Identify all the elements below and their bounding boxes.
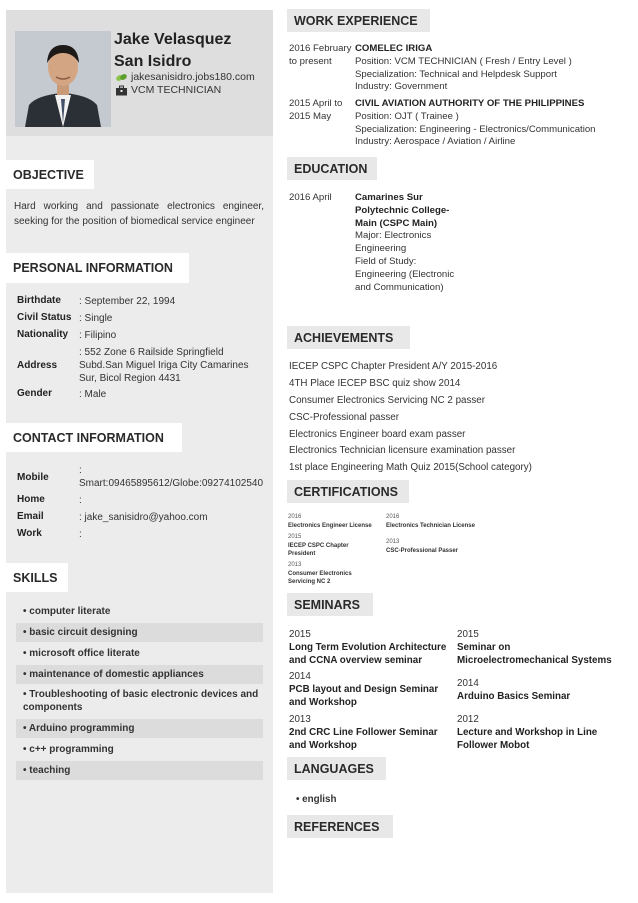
- languages-title: LANGUAGES: [287, 757, 386, 780]
- work-phone-value: :: [79, 529, 82, 540]
- seminar-item: [289, 713, 449, 752]
- skill-item: • basic circuit designing: [16, 623, 263, 642]
- work-date: 2016 February to present: [289, 43, 352, 67]
- skills-title: SKILLS: [6, 563, 68, 592]
- education-school: Camarines Sur Polytechnic College- Main (CSPC Main): [355, 192, 450, 229]
- name-line-1: Jake Velasquez: [114, 31, 232, 48]
- education-body: [355, 192, 455, 294]
- work-position: Position: OJT ( Trainee ): [355, 110, 459, 122]
- skill-item: • microsoft office literate: [23, 648, 140, 659]
- mobile-row: [17, 463, 264, 491]
- certification-item: [288, 513, 383, 530]
- seminar-item: [289, 670, 449, 709]
- certification-item: [386, 538, 486, 555]
- seminar-item: [457, 713, 622, 752]
- seminar-name: Arduino Basics Seminar: [457, 691, 571, 702]
- achievement-item: Electronics Engineer board exam passer: [289, 429, 466, 440]
- address-row: [17, 345, 254, 385]
- seminar-item: [289, 628, 449, 667]
- home-label: Home: [17, 494, 45, 505]
- achievement-item: 1st place Engineering Math Quiz 2015(School category): [289, 462, 532, 473]
- certification-item: [288, 561, 360, 587]
- job-title: VCM TECHNICIAN: [131, 84, 222, 96]
- email-value[interactable]: : jake_sanisidro@yahoo.com: [79, 512, 208, 523]
- objective-title: OBJECTIVE: [6, 160, 94, 189]
- profile-photo: [15, 31, 111, 127]
- mobile-label: Mobile: [17, 471, 49, 483]
- seminar-year: 2014: [457, 678, 479, 689]
- achievement-item: IECEP CSPC Chapter President A/Y 2015-2016: [289, 361, 498, 372]
- nationality-row: [17, 329, 259, 342]
- birthdate-label: Birthdate: [17, 295, 61, 306]
- work-entry: [289, 98, 605, 149]
- civil-status-label: Civil Status: [17, 312, 72, 323]
- address-value: : 552 Zone 6 Railside Springfield Subd.San Miguel Iriga City Camarines Sur, Bicol Region 4431: [79, 346, 249, 384]
- skill-item: • Arduino programming: [16, 719, 263, 738]
- home-value: :: [79, 495, 82, 506]
- skill-item: • maintenance of domestic appliances: [16, 665, 263, 684]
- work-specialization: Specialization: Technical and Helpdesk Support: [355, 68, 557, 80]
- gender-label: Gender: [17, 388, 53, 399]
- seminar-year: 2015: [457, 629, 479, 640]
- certification-name: Electronics Engineer License: [288, 522, 372, 529]
- achievements-title: ACHIEVEMENTS: [287, 326, 410, 349]
- certifications-title: CERTIFICATIONS: [287, 480, 409, 503]
- achievement-item: Electronics Technician licensure examination passer: [289, 445, 516, 456]
- work-org: CIVIL AVIATION AUTHORITY OF THE PHILIPPINES: [355, 98, 585, 109]
- website-link[interactable]: jakesanisidro.jobs180.com: [131, 71, 255, 83]
- seminars-title: SEMINARS: [287, 593, 373, 616]
- certification-year: 2015: [288, 534, 302, 540]
- certification-year: 2013: [386, 539, 400, 545]
- email-label: Email: [17, 511, 44, 522]
- education-title: EDUCATION: [287, 157, 377, 180]
- seminar-name: 2nd CRC Line Follower Seminar and Workshop: [289, 727, 438, 751]
- nationality-value: : Filipino: [79, 330, 117, 341]
- email-row: [17, 511, 259, 524]
- seminar-item: [457, 628, 622, 667]
- work-experience-title: WORK EXPERIENCE: [287, 9, 430, 32]
- candidate-name: [114, 29, 264, 73]
- work-position: Position: VCM TECHNICIAN ( Fresh / Entry Level ): [355, 55, 572, 67]
- objective-text: Hard working and passionate electronics engineer, seeking for the position of biomedical service engineer: [14, 201, 264, 227]
- gender-value: : Male: [79, 389, 107, 400]
- achievement-item: CSC-Professional passer: [289, 412, 399, 423]
- certification-year: 2016: [288, 514, 302, 520]
- certification-year: 2016: [386, 514, 400, 520]
- achievement-item: Consumer Electronics Servicing NC 2 passer: [289, 395, 486, 406]
- references-title: REFERENCES: [287, 815, 393, 838]
- home-row: [17, 494, 259, 507]
- personal-info-title: PERSONAL INFORMATION: [6, 253, 189, 283]
- work-body: [355, 43, 605, 94]
- mobile-value: : Smart:09465895612/Globe:09274102540: [79, 465, 264, 489]
- seminar-year: 2014: [289, 671, 311, 682]
- nationality-label: Nationality: [17, 329, 69, 340]
- work-industry: Industry: Government: [355, 81, 448, 93]
- seminar-item: [457, 677, 622, 703]
- job-line: [115, 84, 221, 96]
- seminar-year: 2012: [457, 714, 479, 725]
- seminar-name: Long Term Evolution Architecture and CCNA overview seminar: [289, 642, 447, 666]
- work-specialization: Specialization: Engineering - Electronics/Communication: [355, 123, 596, 135]
- education-entry: [289, 192, 455, 294]
- seminar-year: 2015: [289, 629, 311, 640]
- certification-name: CSC-Professional Passer: [386, 547, 459, 554]
- address-label: Address: [17, 359, 58, 371]
- seminar-name: Lecture and Workshop in Line Follower Mobot: [457, 727, 598, 751]
- civil-status-value: : Single: [79, 313, 113, 324]
- education-date: 2016 April: [289, 192, 332, 203]
- certification-name: Consumer Electronics Servicing NC 2: [288, 570, 352, 585]
- work-entry: [289, 43, 605, 94]
- seminar-year: 2013: [289, 714, 311, 725]
- work-industry: Industry: Aerospace / Aviation / Airline: [355, 136, 516, 148]
- birthdate-value: : September 22, 1994: [79, 296, 176, 307]
- civil-status-row: [17, 312, 259, 325]
- skill-item: • teaching: [16, 761, 263, 780]
- seminar-name: PCB layout and Design Seminar and Workshop: [289, 684, 439, 708]
- seminar-name: Seminar on Microelectromechanical Systems: [457, 642, 612, 666]
- birthdate-row: [17, 295, 259, 308]
- skill-item: • c++ programming: [23, 744, 114, 755]
- website-line[interactable]: [115, 71, 255, 83]
- work-org: COMELEC IRIGA: [355, 43, 433, 54]
- gender-row: [17, 388, 259, 401]
- education-major: Major: Electronics Engineering: [355, 230, 432, 255]
- certification-item: [386, 513, 496, 530]
- achievement-item: 4TH Place IECEP BSC quiz show 2014: [289, 378, 461, 389]
- work-body: [355, 98, 605, 149]
- language-item: • english: [296, 794, 337, 805]
- skill-item: • computer literate: [23, 606, 111, 617]
- work-phone-label: Work: [17, 528, 42, 539]
- education-field: Field of Study: Engineering (Electronic and Communication): [355, 255, 455, 293]
- certification-item: [288, 533, 360, 559]
- certification-name: IECEP CSPC Chapter President: [288, 542, 349, 557]
- name-line-2: San Isidro: [114, 53, 192, 70]
- briefcase-icon: [115, 85, 128, 96]
- work-phone-row: [17, 528, 259, 541]
- link-icon: [115, 72, 128, 83]
- skill-item: • Troubleshooting of basic electronic devices and components: [23, 689, 259, 713]
- work-date: 2015 April to 2015 May: [289, 98, 343, 122]
- certification-name: Electronics Technician License: [386, 522, 475, 529]
- certification-year: 2013: [288, 562, 302, 568]
- contact-info-title: CONTACT INFORMATION: [6, 423, 182, 452]
